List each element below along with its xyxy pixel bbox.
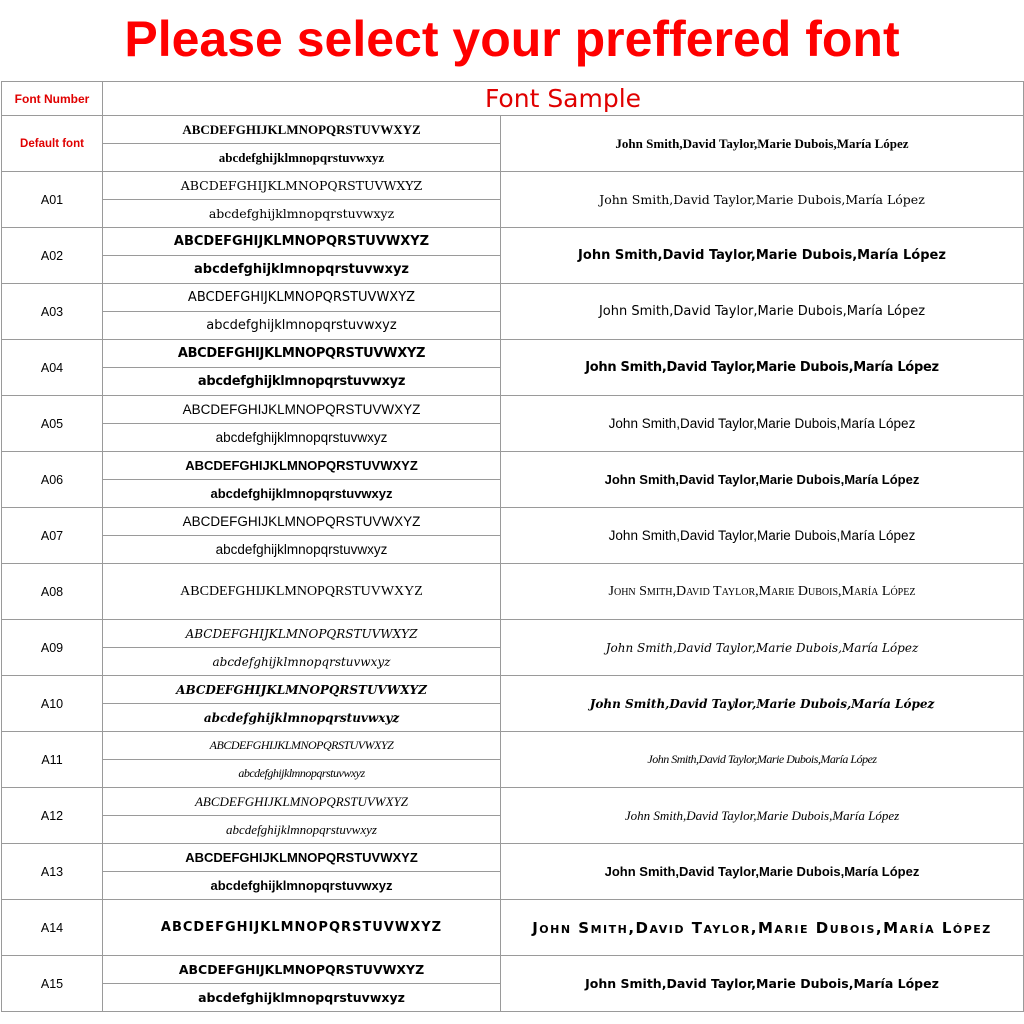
names-sample: John Smith,David Taylor,Marie Dubois,María López bbox=[501, 956, 1024, 1012]
names-sample: John Smith,David Taylor,Marie Dubois,María López bbox=[501, 116, 1024, 172]
font-number[interactable]: A04 bbox=[2, 340, 103, 396]
font-row-a09[interactable] bbox=[2, 620, 1024, 648]
font-number[interactable]: A15 bbox=[2, 956, 103, 1012]
lowercase-sample: abcdefghijklmnopqrstuvwxyz bbox=[103, 816, 501, 844]
lowercase-sample: abcdefghijklmnopqrstuvwxyz bbox=[103, 760, 501, 788]
lowercase-sample: abcdefghijklmnopqrstuvwxyz bbox=[103, 424, 501, 452]
uppercase-sample: ABCDEFGHIJKLMNOPQRSTUVWXYZ bbox=[103, 116, 501, 144]
font-number[interactable]: A14 bbox=[2, 900, 103, 956]
font-number[interactable]: A02 bbox=[2, 228, 103, 284]
uppercase-sample: ABCDEFGHIJKLMNOPQRSTUVWXYZ bbox=[103, 844, 501, 872]
uppercase-sample: ABCDEFGHIJKLMNOPQRSTUVWXYZ bbox=[103, 228, 501, 256]
uppercase-sample: ABCDEFGHIJKLMNOPQRSTUVWXYZ bbox=[103, 732, 501, 760]
names-sample: John Smith,David Taylor,Marie Dubois,María López bbox=[501, 620, 1024, 676]
uppercase-sample: ABCDEFGHIJKLMNOPQRSTUVWXYZ bbox=[103, 340, 501, 368]
font-number[interactable]: Default font bbox=[2, 116, 103, 172]
names-sample: John Smith,David Taylor,Marie Dubois,María López bbox=[501, 228, 1024, 284]
lowercase-sample: abcdefghijklmnopqrstuvwxyz bbox=[103, 312, 501, 340]
table-header-row bbox=[2, 82, 1024, 116]
lowercase-sample: abcdefghijklmnopqrstuvwxyz bbox=[103, 256, 501, 284]
page-title: Please select your preffered font bbox=[124, 11, 900, 67]
lowercase-sample: abcdefghijklmnopqrstuvwxyz bbox=[103, 144, 501, 172]
font-number-header: Font Number bbox=[2, 82, 103, 116]
font-row-a08[interactable] bbox=[2, 564, 1024, 620]
uppercase-sample: ABCDEFGHIJKLMNOPQRSTUVWXYZ bbox=[103, 564, 501, 620]
font-row-a11[interactable] bbox=[2, 732, 1024, 760]
lowercase-sample: abcdefghijklmnopqrstuvwxyz bbox=[103, 368, 501, 396]
font-row-a03[interactable] bbox=[2, 284, 1024, 312]
font-row-a14[interactable] bbox=[2, 900, 1024, 956]
font-row-a01[interactable] bbox=[2, 172, 1024, 200]
font-row-a13[interactable] bbox=[2, 844, 1024, 872]
font-number[interactable]: A11 bbox=[2, 732, 103, 788]
uppercase-sample: ABCDEFGHIJKLMNOPQRSTUVWXYZ bbox=[103, 452, 501, 480]
uppercase-sample: ABCDEFGHIJKLMNOPQRSTUVWXYZ bbox=[103, 900, 501, 956]
names-sample: John Smith,David Taylor,Marie Dubois,María López bbox=[501, 284, 1024, 340]
font-number[interactable]: A12 bbox=[2, 788, 103, 844]
lowercase-sample: abcdefghijklmnopqrstuvwxyz bbox=[103, 704, 501, 732]
names-sample: John Smith,David Taylor,Marie Dubois,María López bbox=[501, 508, 1024, 564]
font-row-default[interactable] bbox=[2, 116, 1024, 144]
names-sample: John Smith,David Taylor,Marie Dubois,María López bbox=[501, 676, 1024, 732]
font-number[interactable]: A13 bbox=[2, 844, 103, 900]
font-number[interactable]: A06 bbox=[2, 452, 103, 508]
names-sample: John Smith,David Taylor,Marie Dubois,María López bbox=[501, 844, 1024, 900]
font-row-a04[interactable] bbox=[2, 340, 1024, 368]
font-number[interactable]: A01 bbox=[2, 172, 103, 228]
font-number[interactable]: A07 bbox=[2, 508, 103, 564]
names-sample: John Smith,David Taylor,Marie Dubois,María López bbox=[501, 732, 1024, 788]
font-row-a05[interactable] bbox=[2, 396, 1024, 424]
font-number[interactable]: A05 bbox=[2, 396, 103, 452]
font-row-a15[interactable] bbox=[2, 956, 1024, 984]
uppercase-sample: ABCDEFGHIJKLMNOPQRSTUVWXYZ bbox=[103, 284, 501, 312]
names-sample: John Smith,David Taylor,Marie Dubois,María López bbox=[501, 452, 1024, 508]
uppercase-sample: ABCDEFGHIJKLMNOPQRSTUVWXYZ bbox=[103, 508, 501, 536]
lowercase-sample: abcdefghijklmnopqrstuvwxyz bbox=[103, 480, 501, 508]
font-table bbox=[1, 81, 1024, 1012]
names-sample: John Smith,David Taylor,Marie Dubois,María López bbox=[501, 172, 1024, 228]
font-sample-header: Font Sample bbox=[103, 82, 1024, 116]
font-row-a06[interactable] bbox=[2, 452, 1024, 480]
lowercase-sample: abcdefghijklmnopqrstuvwxyz bbox=[103, 648, 501, 676]
font-row-a02[interactable] bbox=[2, 228, 1024, 256]
uppercase-sample: ABCDEFGHIJKLMNOPQRSTUVWXYZ bbox=[103, 396, 501, 424]
uppercase-sample: ABCDEFGHIJKLMNOPQRSTUVWXYZ bbox=[103, 172, 501, 200]
font-row-a10[interactable] bbox=[2, 676, 1024, 704]
lowercase-sample: abcdefghijklmnopqrstuvwxyz bbox=[103, 984, 501, 1012]
names-sample: John Smith,David Taylor,Marie Dubois,María López bbox=[501, 340, 1024, 396]
uppercase-sample: ABCDEFGHIJKLMNOPQRSTUVWXYZ bbox=[103, 620, 501, 648]
names-sample: John Smith,David Taylor,Marie Dubois,María López bbox=[501, 900, 1024, 956]
names-sample: John Smith,David Taylor,Marie Dubois,María López bbox=[501, 564, 1024, 620]
font-number[interactable]: A10 bbox=[2, 676, 103, 732]
font-number[interactable]: A08 bbox=[2, 564, 103, 620]
uppercase-sample: ABCDEFGHIJKLMNOPQRSTUVWXYZ bbox=[103, 956, 501, 984]
names-sample: John Smith,David Taylor,Marie Dubois,María López bbox=[501, 396, 1024, 452]
font-row-a12[interactable] bbox=[2, 788, 1024, 816]
names-sample: John Smith,David Taylor,Marie Dubois,María López bbox=[501, 788, 1024, 844]
uppercase-sample: ABCDEFGHIJKLMNOPQRSTUVWXYZ bbox=[103, 676, 501, 704]
font-number[interactable]: A03 bbox=[2, 284, 103, 340]
font-row-a07[interactable] bbox=[2, 508, 1024, 536]
font-number[interactable]: A09 bbox=[2, 620, 103, 676]
lowercase-sample: abcdefghijklmnopqrstuvwxyz bbox=[103, 536, 501, 564]
lowercase-sample: abcdefghijklmnopqrstuvwxyz bbox=[103, 200, 501, 228]
lowercase-sample: abcdefghijklmnopqrstuvwxyz bbox=[103, 872, 501, 900]
uppercase-sample: ABCDEFGHIJKLMNOPQRSTUVWXYZ bbox=[103, 788, 501, 816]
